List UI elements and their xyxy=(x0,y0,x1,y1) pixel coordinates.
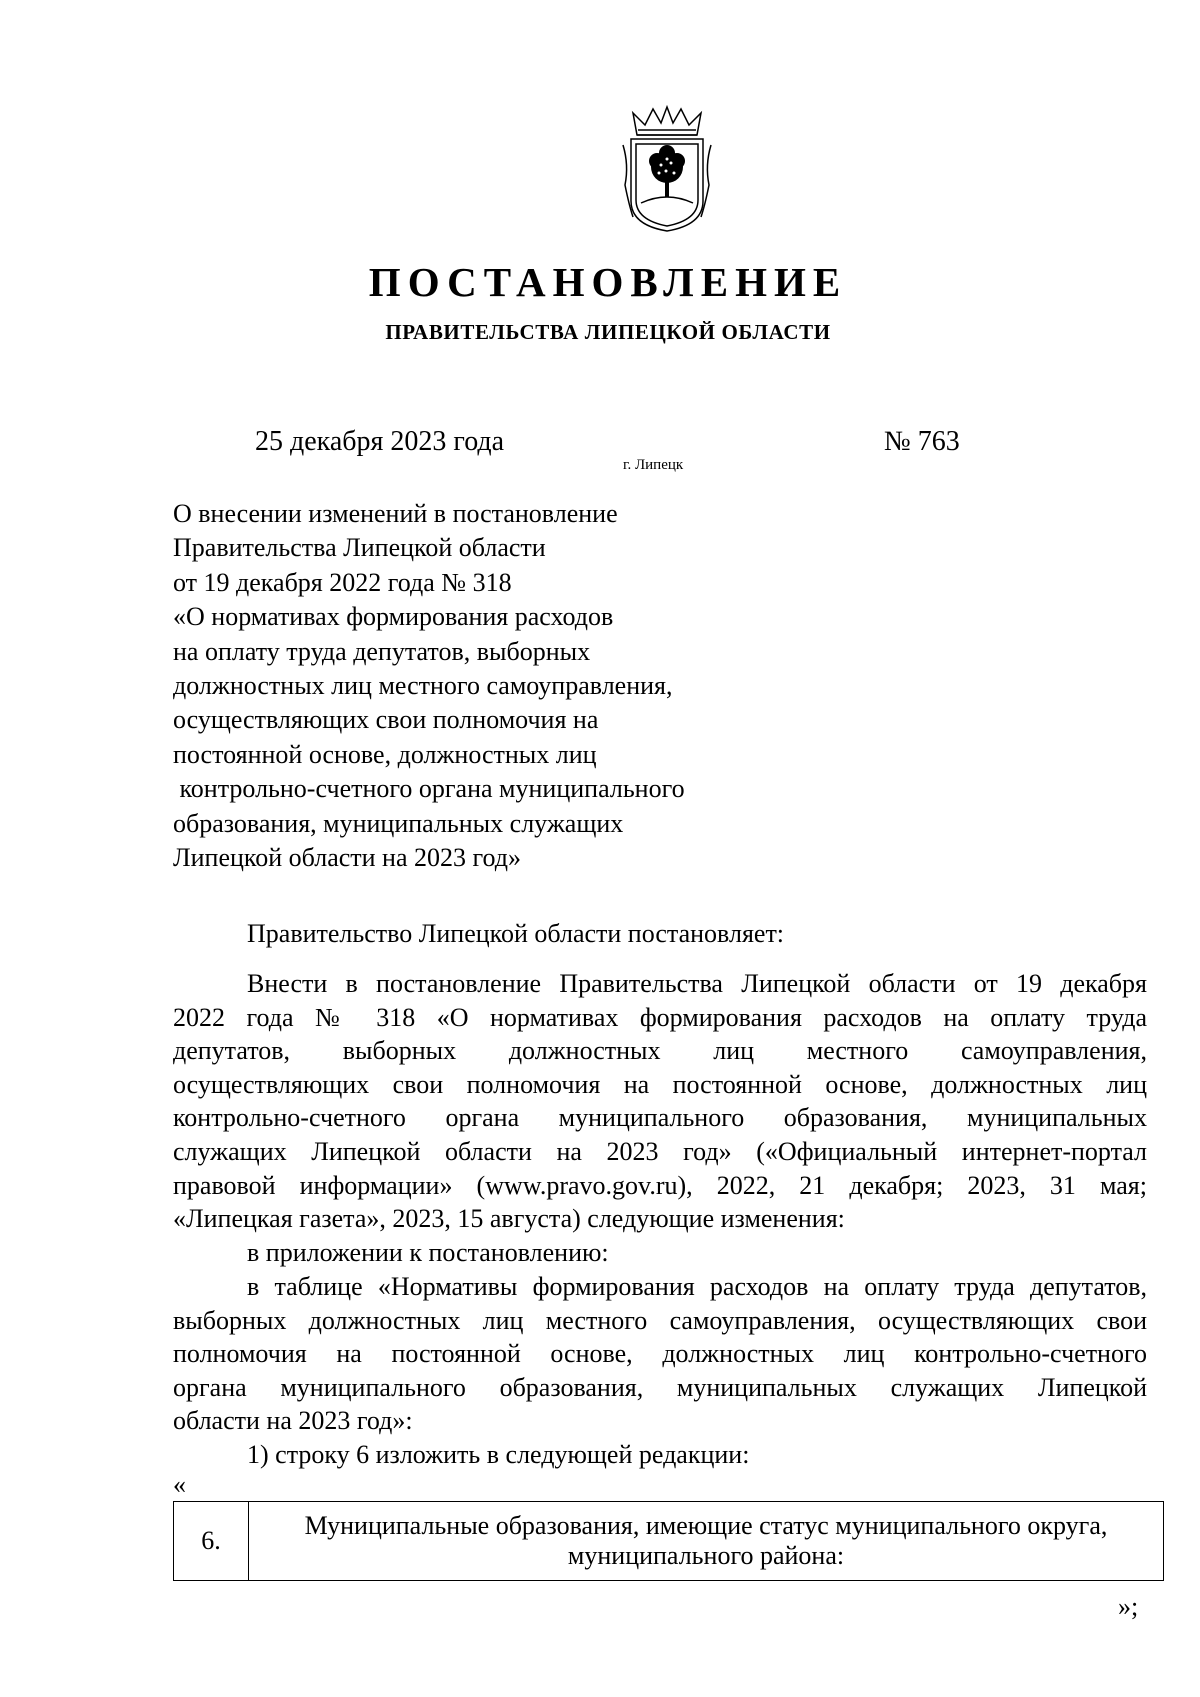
document-type-title: ПОСТАНОВЛЕНИЕ xyxy=(368,259,848,305)
subject-line: «О нормативах формирования расходов xyxy=(173,602,614,632)
paragraph-line: в таблице «Нормативы формирования расходов на оплату труда депутатов, xyxy=(247,1272,1147,1301)
paragraph-line: служащих Липецкой области на 2023 год» («Официальный интернет-портал xyxy=(173,1136,1147,1166)
subject-line: Правительства Липецкой области xyxy=(173,533,546,563)
table-intro-paragraph xyxy=(173,1270,1147,1438)
amendment-table xyxy=(173,1501,1164,1581)
document-date: 25 декабря 2023 года xyxy=(255,426,505,457)
subject-line: осуществляющих свои полномочия на xyxy=(173,705,599,735)
subject-line: образования, муниципальных служащих xyxy=(173,808,624,838)
document-number: № 763 xyxy=(884,426,960,457)
document-subject xyxy=(173,497,893,875)
paragraph-line: полномочия на постоянной основе, должностных лиц контрольно-счетного xyxy=(173,1339,1147,1369)
coat-of-arms-icon xyxy=(619,105,715,235)
subject-line: должностных лиц местного самоуправления, xyxy=(173,671,673,701)
subject-line: постоянной основе, должностных лиц xyxy=(173,739,597,769)
issuer-title: ПРАВИТЕЛЬСТВА ЛИПЕЦКОЙ ОБЛАСТИ xyxy=(385,320,831,344)
paragraph-line: органа муниципального образования, муниципальных служащих Липецкой xyxy=(173,1372,1147,1402)
subject-line: О внесении изменений в постановление xyxy=(173,499,618,528)
subject-line: от 19 декабря 2022 года № 318 xyxy=(173,567,512,597)
document-place: г. Липецк xyxy=(623,457,684,473)
paragraph-line: осуществляющих свои полномочия на постоянной основе, должностных лиц xyxy=(173,1069,1147,1099)
paragraph-line: области на 2023 год»: xyxy=(173,1406,413,1436)
opening-quote: « xyxy=(173,1470,186,1499)
paragraph-line: 2022 года № 318 «О нормативах формирования расходов на оплату труда xyxy=(173,1002,1147,1032)
paragraph-line: Внести в постановление Правительства Липецкой области от 19 декабря xyxy=(247,969,1147,998)
main-paragraph xyxy=(173,967,1147,1236)
row-number-cell: 6. xyxy=(174,1502,249,1581)
item-1-paragraph: 1) строку 6 изложить в следующей редакции: xyxy=(247,1440,750,1469)
paragraph-line: депутатов, выборных должностных лиц местного самоуправления, xyxy=(173,1036,1147,1066)
row-text-cell: Муниципальные образования, имеющие статус муниципального округа, муниципального района: xyxy=(249,1502,1164,1581)
paragraph-line: «Липецкая газета», 2023, 15 августа) следующие изменения: xyxy=(173,1204,845,1234)
preamble: Правительство Липецкой области постановляет: xyxy=(247,919,785,948)
closing-quote: »; xyxy=(1118,1592,1139,1621)
subject-line: на оплату труда депутатов, выборных xyxy=(173,636,591,666)
paragraph-line: правовой информации» (www.pravo.gov.ru), 2022, 21 декабря; 2023, 31 мая; xyxy=(173,1170,1147,1200)
subject-line: Липецкой области на 2023 год» xyxy=(173,843,522,873)
annex-paragraph: в приложении к постановлению: xyxy=(247,1238,609,1267)
paragraph-line: выборных должностных лиц местного самоуправления, осуществляющих свои xyxy=(173,1305,1147,1335)
table-row xyxy=(174,1502,1164,1581)
paragraph-line: контрольно-счетного органа муниципального образования, муниципальных xyxy=(173,1103,1147,1133)
subject-line: контрольно-счетного органа муниципального xyxy=(173,774,685,804)
